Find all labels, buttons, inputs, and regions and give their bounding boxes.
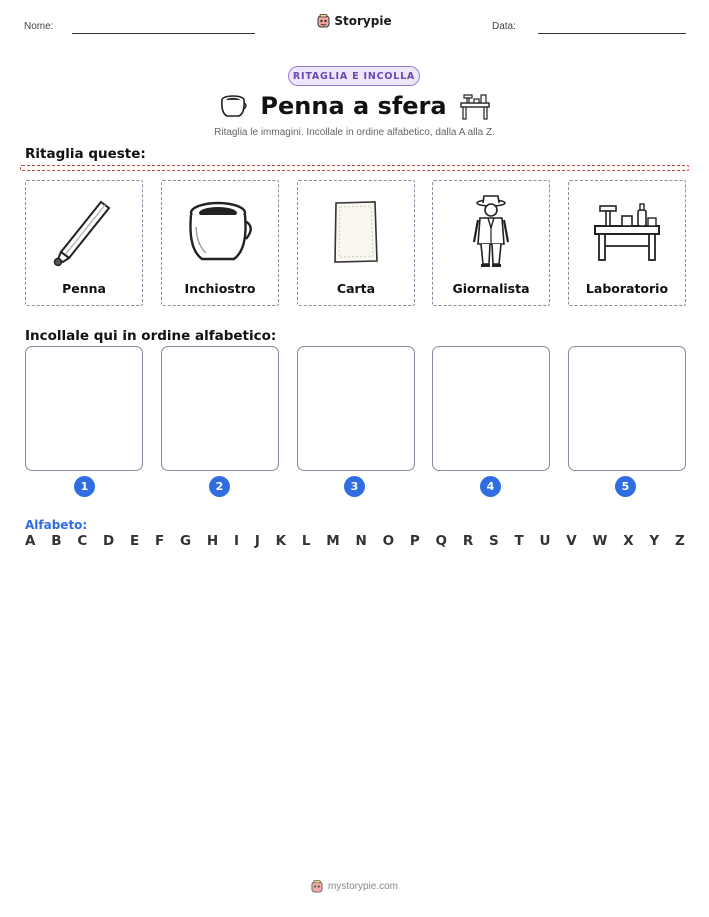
alphabet-letter: B [51, 533, 62, 549]
alphabet-letter: L [301, 533, 311, 549]
alphabet-letter: F [155, 533, 165, 549]
date-label: Data: [492, 21, 516, 32]
storypie-mascot-icon [311, 880, 323, 893]
paste-slot-2[interactable] [161, 346, 279, 471]
alphabet-heading: Alfabeto: [25, 518, 88, 532]
footer [0, 880, 709, 893]
paste-slot-1[interactable] [25, 346, 143, 471]
workbench-icon [592, 200, 662, 264]
alphabet-letter: W [592, 533, 608, 549]
card-carta[interactable] [297, 180, 415, 306]
card-label: Laboratorio [585, 281, 669, 296]
alphabet-letter: Y [649, 533, 660, 549]
slot-number-5: 5 [615, 476, 636, 497]
alphabet-letter: J [254, 533, 260, 549]
card-label: Penna [62, 281, 106, 296]
alphabet-row [25, 533, 685, 549]
cut-heading: Ritaglia queste: [25, 146, 146, 162]
alphabet-letter: X [623, 533, 634, 549]
ink-pot-icon [184, 197, 256, 267]
card-label: Giornalista [452, 281, 530, 296]
alphabet-letter: T [514, 533, 524, 549]
alphabet-letter: H [206, 533, 219, 549]
card-giornalista[interactable] [432, 180, 550, 306]
title-row [0, 92, 709, 120]
card-penna[interactable] [25, 180, 143, 306]
paste-slot-5[interactable] [568, 346, 686, 471]
paste-heading: Incollale qui in ordine alfabetico: [25, 328, 277, 344]
slot-number-4: 4 [480, 476, 501, 497]
paper-icon [331, 199, 381, 265]
name-label: Nome: [24, 21, 54, 32]
slot-number-2: 2 [209, 476, 230, 497]
alphabet-letter: G [180, 533, 192, 549]
brand-logo [0, 14, 709, 31]
alphabet-letter: C [77, 533, 88, 549]
card-laboratorio[interactable] [568, 180, 686, 306]
alphabet-letter: R [462, 533, 474, 549]
activity-badge: RITAGLIA E INCOLLA [288, 66, 420, 86]
cut-line [20, 165, 689, 171]
footer-url[interactable]: mystorypie.com [327, 881, 398, 892]
storypie-mascot-icon [317, 14, 330, 28]
pen-icon [49, 192, 119, 272]
card-label: Inchiostro [184, 281, 256, 296]
alphabet-letter: A [25, 533, 36, 549]
alphabet-letter: O [382, 533, 395, 549]
date-line[interactable] [538, 33, 686, 34]
alphabet-letter: N [355, 533, 367, 549]
paste-slot-4[interactable] [432, 346, 550, 471]
alphabet-letter: I [234, 533, 240, 549]
alphabet-letter: S [489, 533, 499, 549]
alphabet-letter: E [130, 533, 140, 549]
alphabet-letter: M [326, 533, 340, 549]
alphabet-letter: Z [674, 533, 685, 549]
ink-pot-icon [218, 93, 248, 119]
page-title: Penna a sfera [260, 92, 447, 120]
alphabet-letter: K [275, 533, 287, 549]
card-label: Carta [336, 281, 376, 296]
alphabet-letter: V [566, 533, 577, 549]
card-inchiostro[interactable] [161, 180, 279, 306]
alphabet-letter: U [539, 533, 551, 549]
slot-number-3: 3 [344, 476, 365, 497]
brand-name: Storypie [334, 14, 392, 28]
instructions: Ritaglia le immagini. Incollale in ordine alfabetico, dalla A alla Z. [214, 127, 495, 138]
paste-slot-3[interactable] [297, 346, 415, 471]
name-line[interactable] [72, 33, 255, 34]
alphabet-letter: D [103, 533, 115, 549]
journalist-icon [469, 194, 513, 270]
alphabet-letter: Q [435, 533, 448, 549]
slot-number-1: 1 [74, 476, 95, 497]
alphabet-letter: P [409, 533, 420, 549]
workbench-icon [459, 92, 491, 120]
